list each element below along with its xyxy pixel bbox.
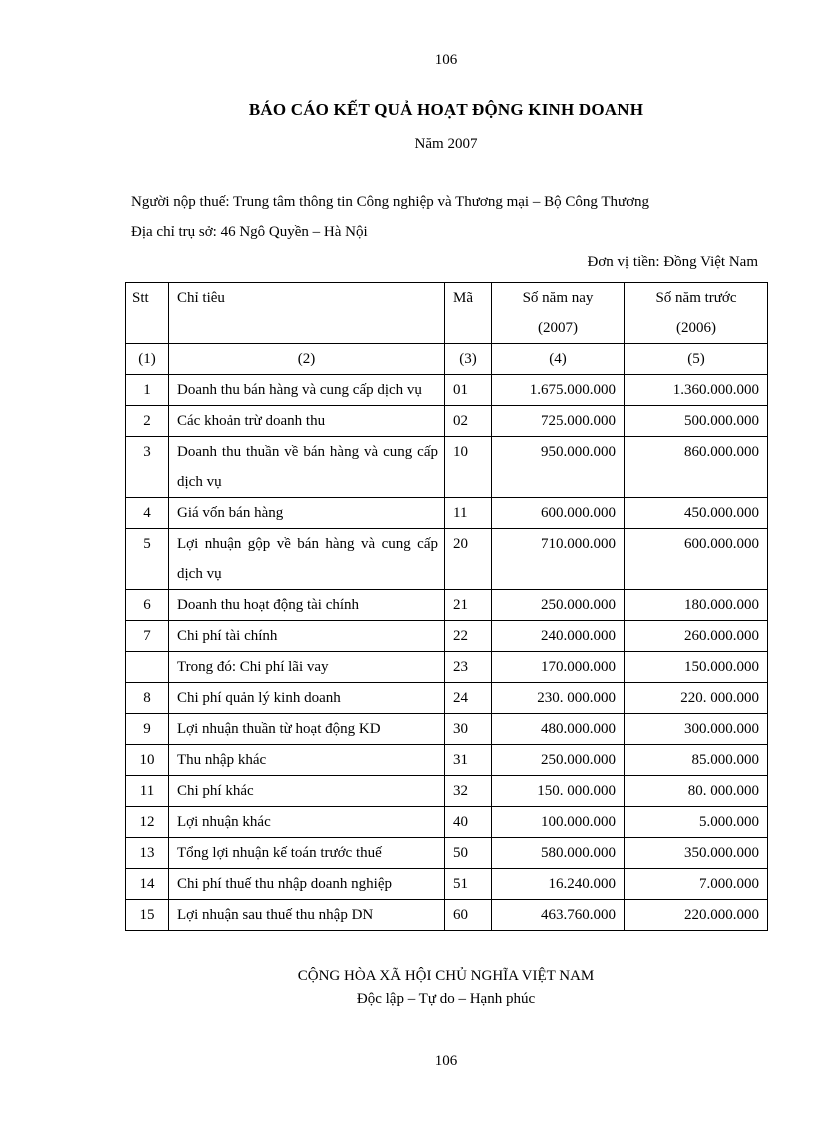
column-index-row	[126, 344, 768, 375]
table-row	[126, 683, 768, 714]
header-current-label: Số năm nay	[522, 290, 594, 306]
row-stt: 12	[126, 807, 169, 838]
table-row	[126, 652, 768, 683]
report-title: BÁO CÁO KẾT QUẢ HOẠT ĐỘNG KINH DOANH	[248, 100, 644, 119]
row-indicator: Tổng lợi nhuận kế toán trước thuế	[169, 838, 445, 869]
row-stt: 4	[126, 498, 169, 529]
republic-heading: CỘNG HÒA XÃ HỘI CHỦ NGHĨA VIỆT NAM	[297, 968, 595, 984]
row-code: 01	[445, 375, 492, 406]
header-previous-year	[625, 283, 768, 344]
table-row	[126, 498, 768, 529]
row-current-value: 250.000.000	[492, 745, 625, 776]
row-current-value: 480.000.000	[492, 714, 625, 745]
table-row	[126, 437, 768, 498]
row-current-value: 150. 000.000	[492, 776, 625, 807]
table-row	[126, 375, 768, 406]
row-code: 31	[445, 745, 492, 776]
header-current-year	[492, 283, 625, 344]
row-stt	[126, 652, 169, 683]
row-stt: 3	[126, 437, 169, 498]
row-stt: 1	[126, 375, 169, 406]
row-previous-value: 1.360.000.000	[625, 375, 768, 406]
row-code: 50	[445, 838, 492, 869]
row-stt: 11	[126, 776, 169, 807]
column-index: (5)	[625, 344, 768, 375]
row-current-value: 600.000.000	[492, 498, 625, 529]
row-stt: 10	[126, 745, 169, 776]
row-stt: 6	[126, 590, 169, 621]
row-previous-value: 220.000.000	[625, 900, 768, 931]
report-year: Năm 2007	[414, 136, 478, 152]
address-line: Địa chỉ trụ sở: 46 Ngô Quyền – Hà Nội	[131, 224, 368, 240]
row-code: 30	[445, 714, 492, 745]
row-stt: 7	[126, 621, 169, 652]
row-code: 11	[445, 498, 492, 529]
row-indicator: Chi phí thuế thu nhập doanh nghiệp	[169, 869, 445, 900]
row-previous-value: 600.000.000	[625, 529, 768, 590]
table-row	[126, 776, 768, 807]
row-indicator: Lợi nhuận gộp về bán hàng và cung cấp dịch vụ	[169, 529, 445, 590]
row-previous-value: 260.000.000	[625, 621, 768, 652]
row-current-value: 950.000.000	[492, 437, 625, 498]
row-code: 24	[445, 683, 492, 714]
table-row	[126, 807, 768, 838]
row-code: 21	[445, 590, 492, 621]
row-previous-value: 5.000.000	[625, 807, 768, 838]
table-row	[126, 900, 768, 931]
row-indicator: Lợi nhuận thuần từ hoạt động KD	[169, 714, 445, 745]
national-motto: Độc lập – Tự do – Hạnh phúc	[356, 991, 536, 1007]
row-previous-value: 150.000.000	[625, 652, 768, 683]
header-indicator: Chỉ tiêu	[169, 283, 445, 344]
row-previous-value: 860.000.000	[625, 437, 768, 498]
row-previous-value: 500.000.000	[625, 406, 768, 437]
row-current-value: 170.000.000	[492, 652, 625, 683]
row-stt: 15	[126, 900, 169, 931]
header-code: Mã	[445, 283, 492, 344]
row-previous-value: 7.000.000	[625, 869, 768, 900]
row-previous-value: 300.000.000	[625, 714, 768, 745]
row-code: 60	[445, 900, 492, 931]
header-current-year-value: (2007)	[538, 320, 578, 336]
row-stt: 9	[126, 714, 169, 745]
row-current-value: 250.000.000	[492, 590, 625, 621]
column-index: (2)	[169, 344, 445, 375]
row-current-value: 16.240.000	[492, 869, 625, 900]
row-indicator: Chi phí quản lý kinh doanh	[169, 683, 445, 714]
currency-unit: Đơn vị tiền: Đồng Việt Nam	[587, 254, 758, 270]
row-indicator: Giá vốn bán hàng	[169, 498, 445, 529]
row-stt: 2	[126, 406, 169, 437]
row-indicator: Thu nhập khác	[169, 745, 445, 776]
row-code: 02	[445, 406, 492, 437]
row-previous-value: 220. 000.000	[625, 683, 768, 714]
row-current-value: 463.760.000	[492, 900, 625, 931]
row-stt: 14	[126, 869, 169, 900]
column-index: (3)	[445, 344, 492, 375]
row-current-value: 240.000.000	[492, 621, 625, 652]
row-previous-value: 350.000.000	[625, 838, 768, 869]
row-code: 10	[445, 437, 492, 498]
table-row	[126, 869, 768, 900]
row-current-value: 1.675.000.000	[492, 375, 625, 406]
row-indicator: Chi phí tài chính	[169, 621, 445, 652]
row-indicator: Chi phí khác	[169, 776, 445, 807]
table-row	[126, 745, 768, 776]
page-number-bottom: 106	[434, 1053, 458, 1069]
page-number-top: 106	[434, 52, 458, 68]
header-previous-label: Số năm trước	[655, 290, 737, 306]
row-current-value: 725.000.000	[492, 406, 625, 437]
row-code: 23	[445, 652, 492, 683]
row-code: 51	[445, 869, 492, 900]
header-previous-year-value: (2006)	[676, 320, 716, 336]
column-index: (4)	[492, 344, 625, 375]
row-code: 22	[445, 621, 492, 652]
row-indicator: Trong đó: Chi phí lãi vay	[169, 652, 445, 683]
table-row	[126, 590, 768, 621]
row-current-value: 100.000.000	[492, 807, 625, 838]
row-stt: 5	[126, 529, 169, 590]
table-row	[126, 406, 768, 437]
row-indicator: Doanh thu bán hàng và cung cấp dịch vụ	[169, 375, 445, 406]
row-indicator: Doanh thu thuần về bán hàng và cung cấp dịch vụ	[169, 437, 445, 498]
row-current-value: 230. 000.000	[492, 683, 625, 714]
table-row	[126, 714, 768, 745]
row-previous-value: 85.000.000	[625, 745, 768, 776]
row-stt: 8	[126, 683, 169, 714]
header-stt: Stt	[126, 283, 169, 344]
row-indicator: Lợi nhuận sau thuế thu nhập DN	[169, 900, 445, 931]
row-stt: 13	[126, 838, 169, 869]
row-code: 32	[445, 776, 492, 807]
income-statement-table	[125, 282, 768, 931]
table-row	[126, 529, 768, 590]
row-previous-value: 450.000.000	[625, 498, 768, 529]
table-header-row	[126, 283, 768, 344]
row-indicator: Lợi nhuận khác	[169, 807, 445, 838]
row-previous-value: 80. 000.000	[625, 776, 768, 807]
row-code: 20	[445, 529, 492, 590]
table-row	[126, 621, 768, 652]
table-row	[126, 838, 768, 869]
row-indicator: Các khoản trừ doanh thu	[169, 406, 445, 437]
row-indicator: Doanh thu hoạt động tài chính	[169, 590, 445, 621]
row-code: 40	[445, 807, 492, 838]
taxpayer-line: Người nộp thuế: Trung tâm thông tin Công nghiệp và Thương mại – Bộ Công Thương	[131, 194, 650, 210]
row-previous-value: 180.000.000	[625, 590, 768, 621]
row-current-value: 580.000.000	[492, 838, 625, 869]
column-index: (1)	[126, 344, 169, 375]
row-current-value: 710.000.000	[492, 529, 625, 590]
